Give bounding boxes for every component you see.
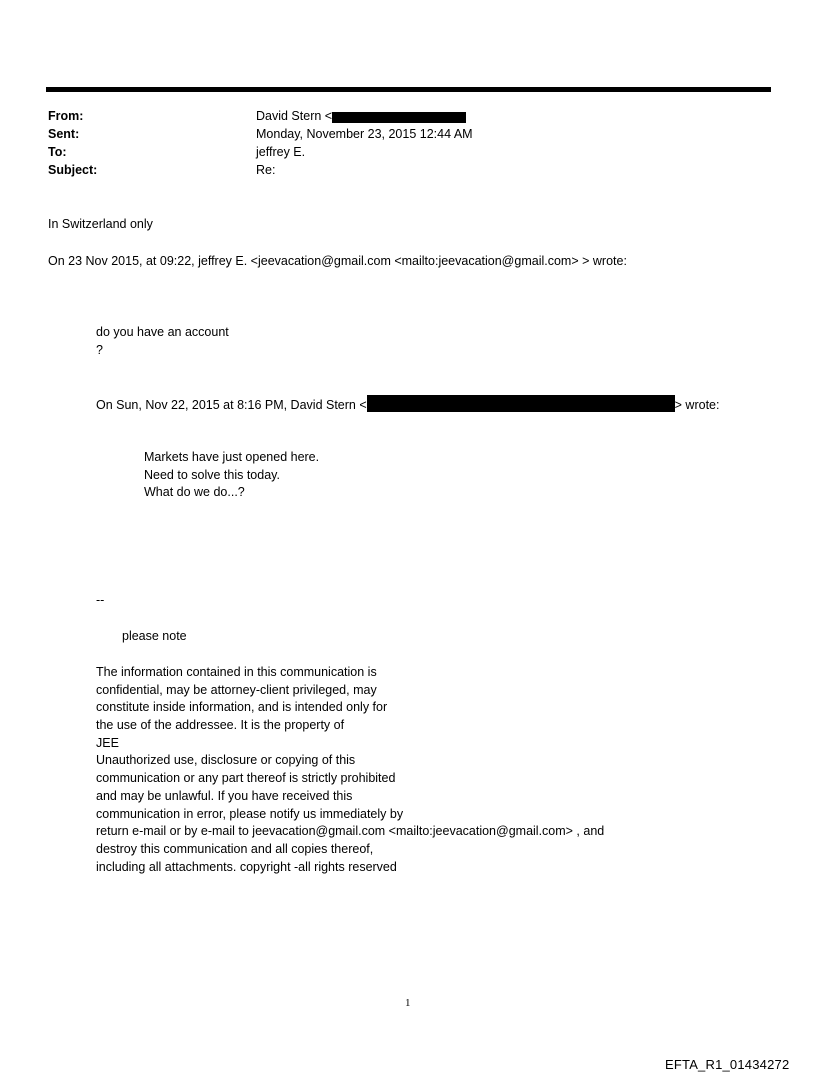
disclaimer-line: confidential, may be attorney-client privileged, may [96, 682, 377, 697]
page-number: 1 [405, 997, 411, 1009]
from-label: From: [48, 109, 84, 123]
quote1-line: ? [96, 342, 103, 357]
document-id: EFTA_R1_01434272 [665, 1057, 790, 1072]
quote1-line: do you have an account [96, 325, 229, 339]
disclaimer-line: return e-mail or by e-mail to jeevacation@gmail.com <mailto:jeevacation@gmail.com> , and [96, 824, 605, 839]
subject-label: Subject: [48, 163, 98, 177]
subject-value: Re: [256, 163, 276, 177]
disclaimer [96, 664, 604, 876]
quote2-attribution [96, 395, 719, 414]
sent-label: Sent: [48, 127, 80, 141]
quote2-attribution-start: On Sun, Nov 22, 2015 at 8:16 PM, David Stern < [96, 398, 367, 412]
redaction-bar [332, 112, 466, 123]
disclaimer-line: including all attachments. copyright -all rights reserved [96, 859, 397, 874]
disclaimer-line: and may be unlawful. If you have received this [96, 788, 353, 803]
signature-separator: -- [96, 593, 105, 607]
quote2-attribution-end: > wrote: [674, 398, 720, 412]
quote1-attribution: On 23 Nov 2015, at 09:22, jeffrey E. <jeevacation@gmail.com <mailto:jeevacation@gmail.com> > wrote: [48, 254, 627, 268]
quote2-line: Markets have just opened here. [144, 450, 320, 464]
disclaimer-line: destroy this communication and all copies thereof, [96, 841, 374, 856]
quote2-body [144, 449, 319, 502]
from-name: David Stern < [256, 109, 333, 123]
disclaimer-line: the use of the addressee. It is the property of [96, 718, 345, 733]
to-value: jeffrey E. [256, 145, 306, 159]
sent-value: Monday, November 23, 2015 12:44 AM [256, 127, 473, 141]
quote1-body [96, 324, 229, 359]
disclaimer-line: The information contained in this communication is [96, 665, 377, 679]
header-rule [46, 87, 771, 92]
redaction-bar [367, 395, 675, 412]
disclaimer-line: JEE [96, 735, 119, 750]
to-label: To: [48, 145, 67, 159]
quote2-line: What do we do...? [144, 485, 245, 500]
disclaimer-line: Unauthorized use, disclosure or copying of this [96, 753, 356, 768]
disclaimer-line: constitute inside information, and is intended only for [96, 700, 388, 715]
disclaimer-line: communication or any part thereof is strictly prohibited [96, 771, 396, 786]
disclaimer-line: communication in error, please notify us immediately by [96, 806, 404, 821]
from-value [256, 108, 466, 125]
reply-text: In Switzerland only [48, 217, 153, 231]
quote2-line: Need to solve this today. [144, 467, 280, 482]
note-heading: please note [122, 629, 187, 643]
